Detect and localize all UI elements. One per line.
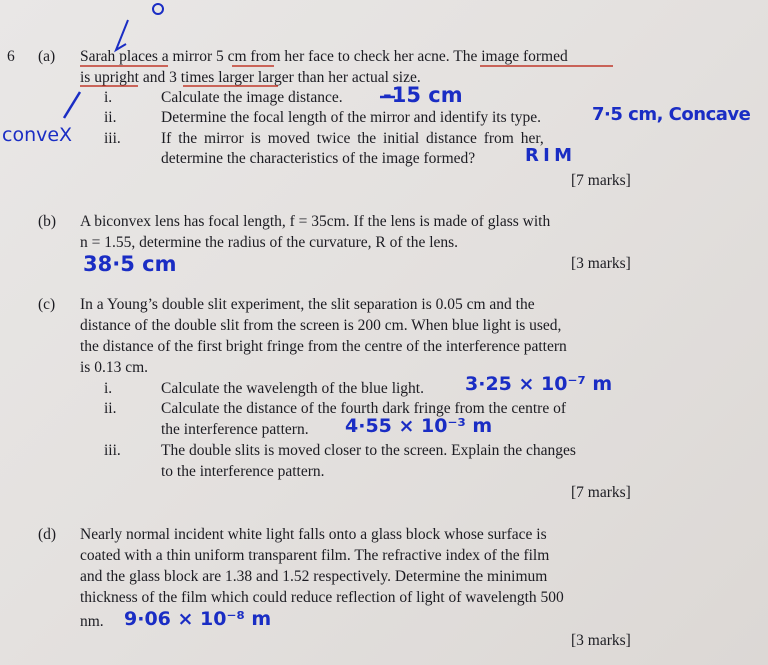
part-a-label: (a) (38, 48, 56, 65)
part-c-line4: is 0.13 cm. (80, 359, 149, 376)
part-a-iii-text-line2: determine the characteristics of the image formed? (161, 150, 476, 167)
part-b-line2: n = 1.55, determine the radius of the curvature, R of the lens. (80, 234, 459, 251)
part-b-marks: [3 marks] (571, 255, 631, 272)
part-c-line2: distance of the double slit from the screen is 200 cm. When blue light is used, (80, 317, 562, 334)
part-a-i-text: Calculate the image distance. (161, 89, 343, 106)
part-c-ii-text-line2: the interference pattern. (161, 421, 309, 438)
part-c-line3: the distance of the first bright fringe from the centre of the interference pattern (80, 338, 567, 355)
margin-note-convex: conveX (2, 124, 73, 146)
part-b-line1: A biconvex lens has focal length, f = 35cm. If the lens is made of glass with (80, 213, 551, 230)
part-d-line2: coated with a thin uniform transparent film. The refractive index of the film (80, 547, 550, 564)
part-d-marks: [3 marks] (571, 632, 631, 649)
part-d-line5: nm. (80, 613, 104, 630)
part-a-i-label: i. (104, 89, 113, 106)
part-c-iii-text-line1: The double slits is moved closer to the screen. Explain the changes (161, 442, 576, 459)
part-c-i-answer: 3·25 × 10⁻⁷ m (465, 373, 613, 395)
part-a-ii-text: Determine the focal length of the mirror and identify its type. (161, 109, 542, 126)
part-b-label: (b) (38, 213, 57, 230)
part-a-ii-answer: 7·5 cm, Concave (592, 104, 751, 125)
part-d-line4: thickness of the film which could reduce reflection of light of wavelength 500 (80, 589, 564, 606)
part-a-stem-line1: Sarah places a mirror 5 cm from her face to check her acne. The image formed (80, 48, 568, 65)
part-c-line1: In a Young’s double slit experiment, the slit separation is 0.05 cm and the (80, 296, 535, 313)
part-a-i-answer: -15 cm (383, 83, 463, 107)
part-d-line3: and the glass block are 1.38 and 1.52 respectively. Determine the minimum (80, 568, 548, 585)
part-d-answer: 9·06 × 10⁻⁸ m (124, 608, 272, 630)
part-c-ii-label: ii. (104, 400, 117, 417)
part-c-ii-answer: 4·55 × 10⁻³ m (345, 415, 493, 437)
part-a-iii-answer: R I M (525, 145, 572, 166)
part-a-stem-line2: is upright and 3 times larger larger than her actual size. (80, 69, 421, 86)
part-d-line1: Nearly normal incident white light falls onto a glass block whose surface is (80, 526, 547, 543)
part-a-iii-label: iii. (104, 130, 121, 147)
part-b-answer: 38·5 cm (83, 252, 177, 276)
part-c-marks: [7 marks] (571, 484, 631, 501)
part-c-iii-text-line2: to the interference pattern. (161, 463, 325, 480)
part-a-ii-label: ii. (104, 109, 117, 126)
part-c-iii-label: iii. (104, 442, 121, 459)
part-a-marks: [7 marks] (571, 172, 631, 189)
part-c-i-label: i. (104, 380, 113, 397)
part-d-label: (d) (38, 526, 57, 543)
part-c-i-text: Calculate the wavelength of the blue light. (161, 380, 424, 397)
part-a-iii-text-line1: If the mirror is moved twice the initial distance from her, (161, 130, 544, 147)
question-number: 6 (7, 48, 15, 65)
part-c-ii-text-line1: Calculate the distance of the fourth dark fringe from the centre of (161, 400, 566, 417)
part-c-label: (c) (38, 296, 56, 313)
